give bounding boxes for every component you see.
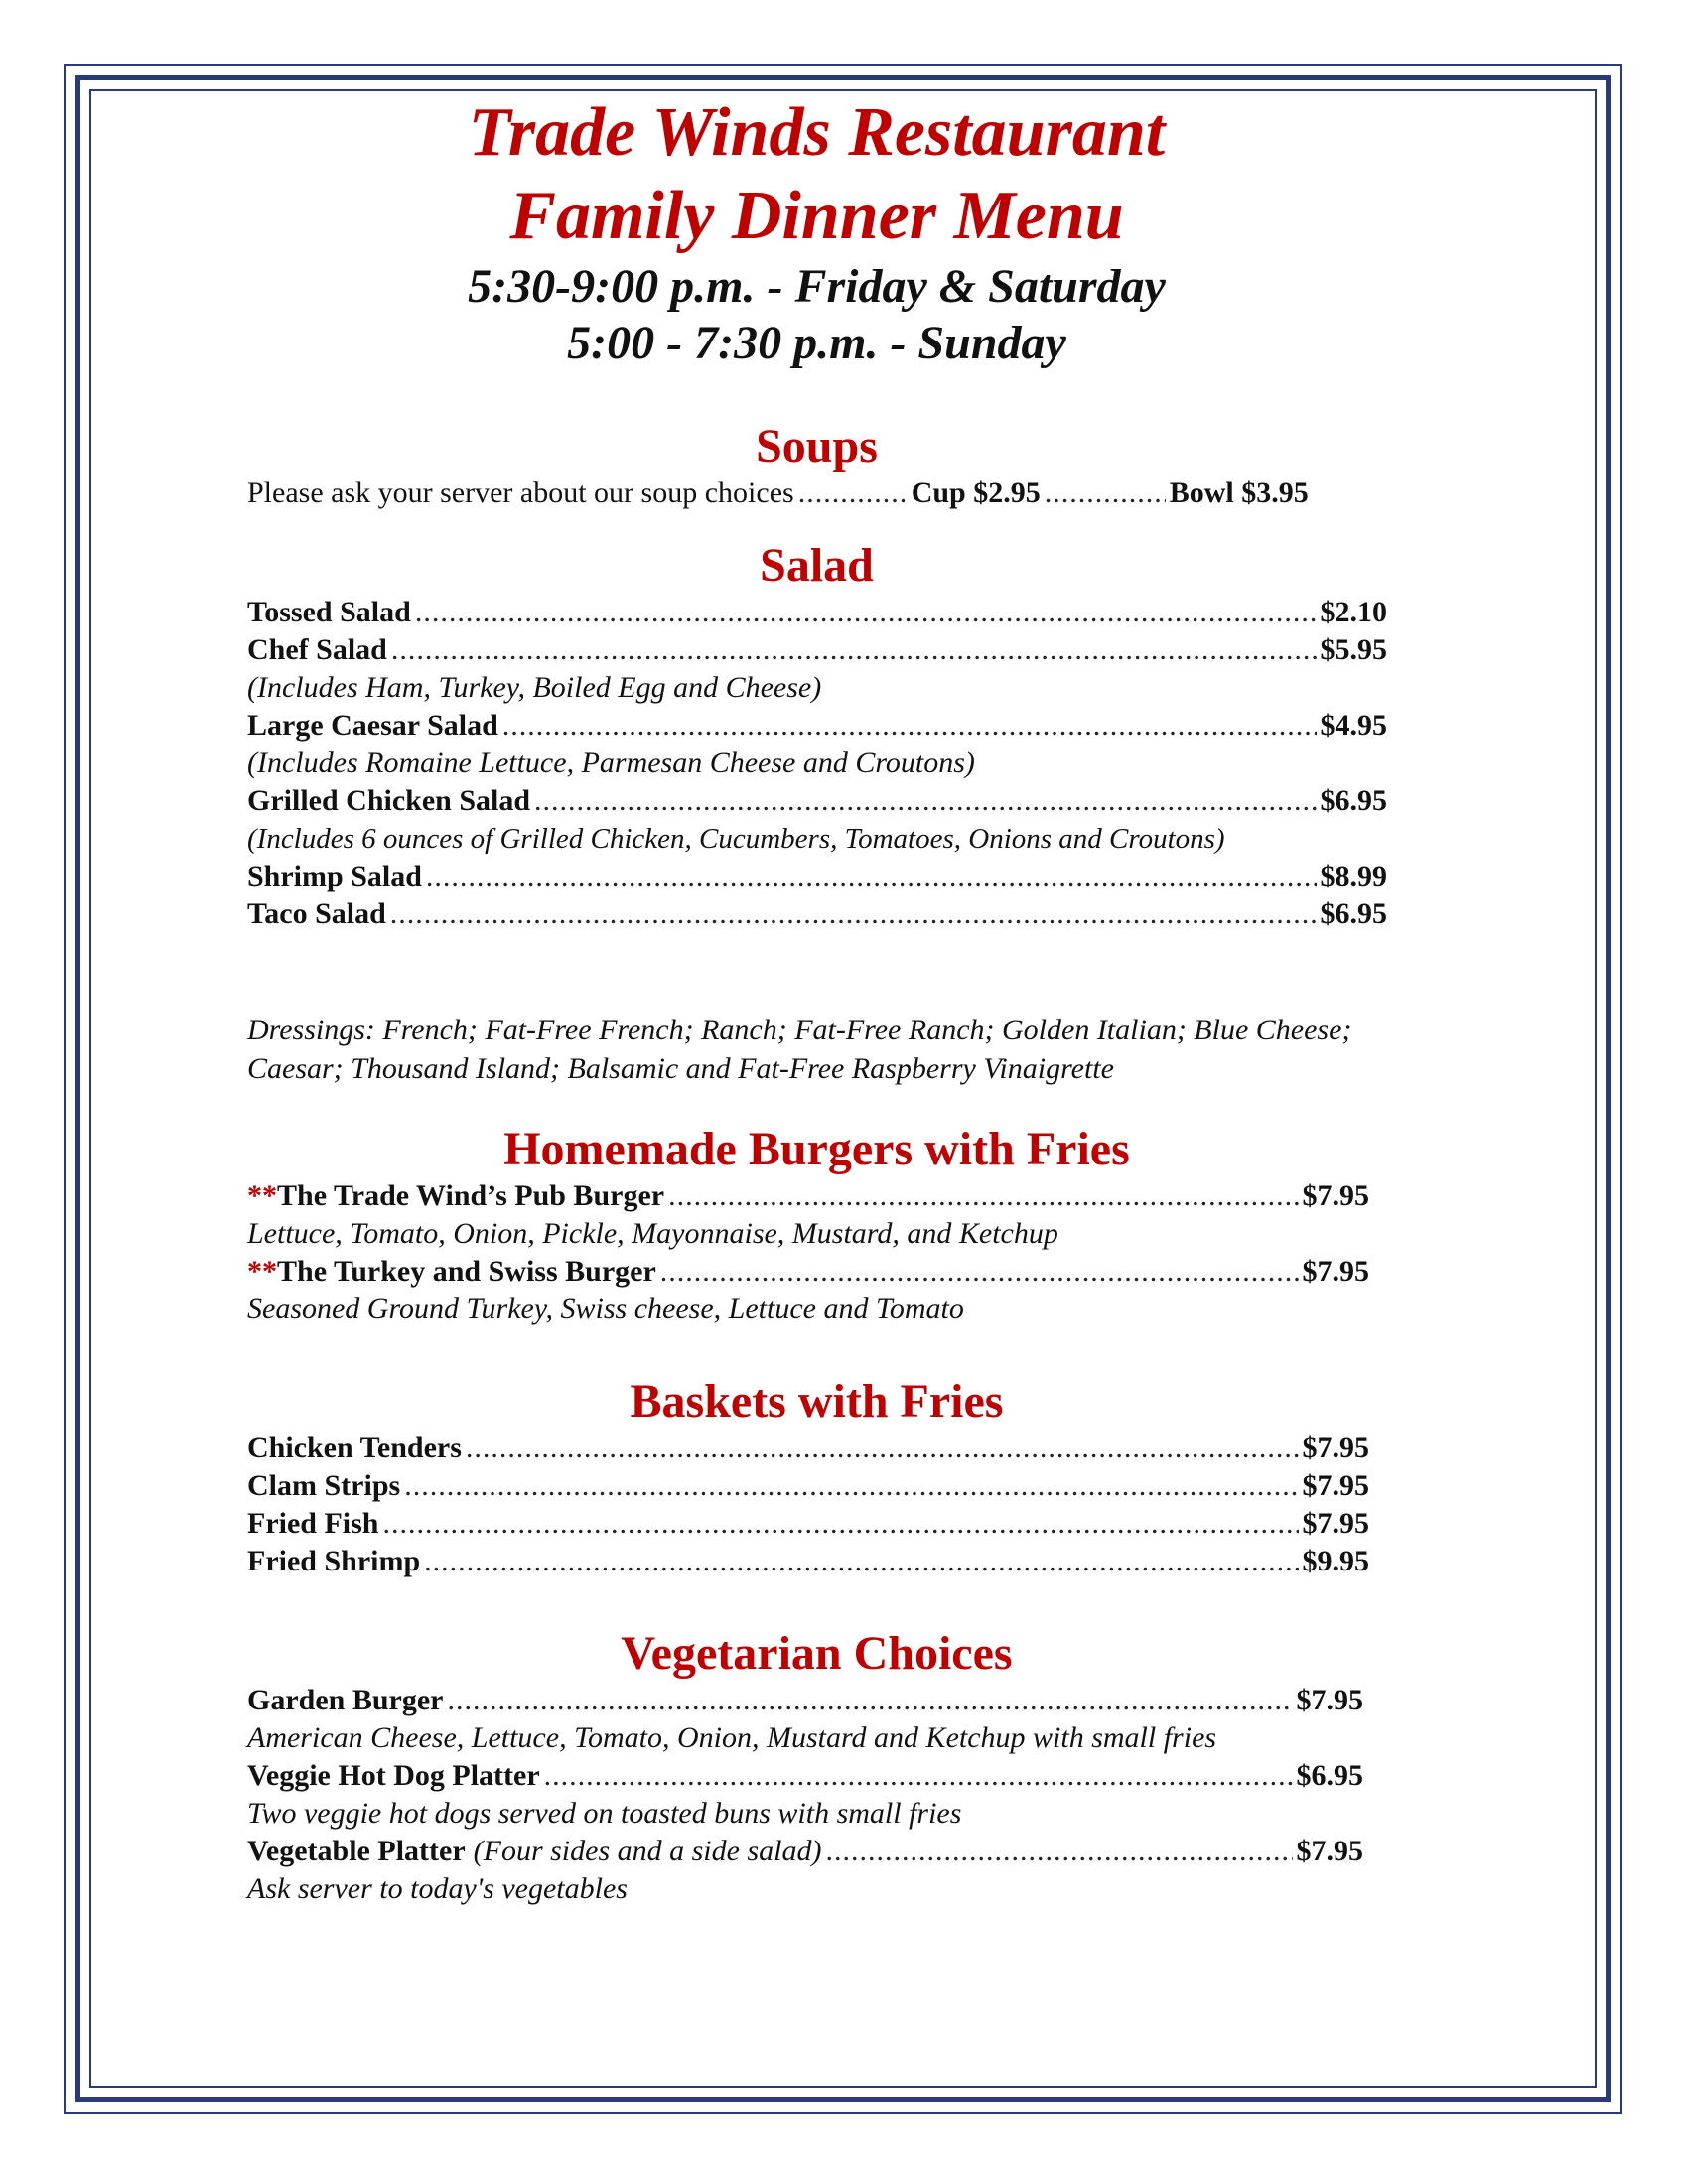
- menu-item-large-caesar-salad: [247, 707, 1387, 745]
- soup-text: Please ask your server about our soup choices: [247, 477, 794, 509]
- soup-leader-2: [1045, 475, 1166, 512]
- item-price: $7.95: [1302, 1432, 1369, 1464]
- baskets-heading: Baskets with Fries: [630, 1375, 1004, 1428]
- menu-item-pub-burger: [247, 1177, 1369, 1215]
- item-description: Seasoned Ground Turkey, Swiss cheese, Lettuce and Tomato: [247, 1293, 964, 1325]
- item-price: $8.99: [1320, 860, 1387, 892]
- dot-leader: [534, 782, 1316, 820]
- menu-item-veggie-hot-dog-platter: [247, 1757, 1363, 1795]
- burgers-section: [247, 1122, 1386, 1328]
- item-description: Ask server to today's vegetables: [247, 1872, 628, 1905]
- item-description: (Includes Ham, Turkey, Boiled Egg and Cheese): [247, 671, 822, 704]
- vegetarian-heading: Vegetarian Choices: [621, 1627, 1013, 1680]
- menu-content: [247, 91, 1386, 1908]
- item-price: $2.10: [1320, 596, 1387, 628]
- menu-item-fried-shrimp: [247, 1543, 1369, 1580]
- menu-item-tossed-salad: [247, 594, 1387, 631]
- soup-row: [247, 475, 1387, 512]
- item-name: Veggie Hot Dog Platter: [247, 1759, 540, 1792]
- menu-item-chicken-tenders: [247, 1430, 1369, 1467]
- item-description: (Includes Romaine Lettuce, Parmesan Cheese and Croutons): [247, 747, 975, 779]
- dot-leader: [668, 1177, 1298, 1215]
- menu-item-turkey-swiss-burger: [247, 1253, 1369, 1291]
- dot-leader: [825, 1833, 1292, 1870]
- dot-leader: [426, 858, 1317, 895]
- item-name: Chef Salad: [247, 633, 387, 666]
- hours-weekend: 5:30-9:00 p.m. - Friday & Saturday: [468, 260, 1166, 313]
- soup-bowl-price: Bowl $3.95: [1169, 477, 1309, 509]
- salad-heading: Salad: [760, 539, 874, 592]
- item-name: The Trade Wind’s Pub Burger: [277, 1179, 665, 1212]
- item-name: Clam Strips: [247, 1469, 401, 1502]
- item-price: $4.95: [1320, 709, 1387, 742]
- menu-item-garden-burger: [247, 1682, 1363, 1719]
- soup-leader-1: [798, 475, 908, 512]
- item-name: Vegetable Platter: [247, 1835, 466, 1867]
- item-description: Two veggie hot dogs served on toasted buns with small fries: [247, 1797, 962, 1830]
- restaurant-name: Trade Winds Restaurant: [468, 94, 1166, 171]
- menu-item-clam-strips: [247, 1467, 1369, 1505]
- hours-sunday: 5:00 - 7:30 p.m. - Sunday: [567, 317, 1066, 369]
- burgers-heading: Homemade Burgers with Fries: [503, 1123, 1130, 1175]
- dressings-note: Dressings: French; Fat-Free French; Ranch; Fat-Free Ranch; Golden Italian; Blue Cheese; Caesar; Thousand Island; Balsamic and Fat-Free Raspberry Vinaigrette: [247, 1014, 1352, 1085]
- item-name: Shrimp Salad: [247, 860, 422, 892]
- menu-item-vegetable-platter: [247, 1833, 1363, 1870]
- item-price: $5.95: [1320, 633, 1387, 666]
- dot-leader: [390, 895, 1317, 933]
- item-price: $7.95: [1296, 1835, 1363, 1867]
- recommended-stars: **: [247, 1179, 277, 1212]
- dot-leader: [502, 707, 1317, 745]
- menu-item-chef-salad: [247, 631, 1387, 669]
- item-name: Garden Burger: [247, 1684, 444, 1716]
- menu-title: Family Dinner Menu: [509, 178, 1124, 254]
- item-description: Lettuce, Tomato, Onion, Pickle, Mayonnaise, Mustard, and Ketchup: [247, 1217, 1058, 1250]
- dot-leader: [466, 1430, 1299, 1467]
- dot-leader: [415, 594, 1317, 631]
- item-name: Large Caesar Salad: [247, 709, 498, 742]
- item-price: $7.95: [1302, 1255, 1369, 1288]
- item-name: Taco Salad: [247, 897, 386, 930]
- item-price: $7.95: [1296, 1684, 1363, 1716]
- salad-section: [247, 538, 1386, 1088]
- soup-cup-price: Cup $2.95: [911, 477, 1041, 509]
- item-description: American Cheese, Lettuce, Tomato, Onion, Mustard and Ketchup with small fries: [247, 1721, 1217, 1754]
- dot-leader: [424, 1543, 1298, 1580]
- soups-section: [247, 419, 1386, 512]
- dot-leader: [383, 1505, 1299, 1543]
- dot-leader: [660, 1253, 1299, 1291]
- item-name: Tossed Salad: [247, 596, 411, 628]
- item-price: $7.95: [1302, 1469, 1369, 1502]
- item-price: $6.95: [1320, 897, 1387, 930]
- item-name: Fried Fish: [247, 1507, 379, 1540]
- item-price: $6.95: [1296, 1759, 1363, 1792]
- menu-item-grilled-chicken-salad: [247, 782, 1387, 820]
- item-name: Chicken Tenders: [247, 1432, 462, 1464]
- item-price: $6.95: [1320, 784, 1387, 817]
- recommended-stars: **: [247, 1255, 277, 1288]
- item-description: (Includes 6 ounces of Grilled Chicken, Cucumbers, Tomatoes, Onions and Croutons): [247, 823, 1225, 855]
- item-price: $7.95: [1302, 1179, 1369, 1212]
- item-name: Grilled Chicken Salad: [247, 784, 531, 817]
- item-note: (Four sides and a side salad): [473, 1835, 822, 1867]
- menu-header: [247, 91, 1386, 371]
- dot-leader: [404, 1467, 1298, 1505]
- soups-heading: Soups: [756, 420, 878, 473]
- menu-item-taco-salad: [247, 895, 1387, 933]
- item-name: Fried Shrimp: [247, 1545, 421, 1577]
- dot-leader: [447, 1682, 1292, 1719]
- item-price: $7.95: [1302, 1507, 1369, 1540]
- menu-item-shrimp-salad: [247, 858, 1387, 895]
- dot-leader: [391, 631, 1317, 669]
- vegetarian-section: [247, 1626, 1386, 1908]
- item-price: $9.95: [1302, 1545, 1369, 1577]
- item-name: The Turkey and Swiss Burger: [277, 1255, 656, 1288]
- dot-leader: [544, 1757, 1293, 1795]
- menu-item-fried-fish: [247, 1505, 1369, 1543]
- baskets-section: [247, 1374, 1386, 1580]
